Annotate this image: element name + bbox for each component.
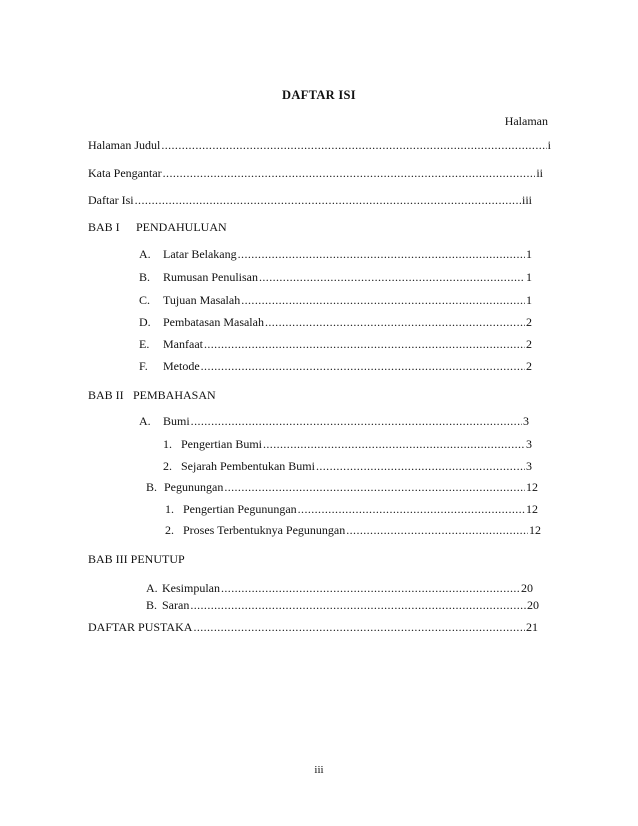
toc-entry-page: ii	[536, 166, 543, 180]
toc-entry-page: 20	[521, 581, 533, 595]
toc-entry-label: Halaman Judul	[88, 138, 161, 152]
leader-dots	[259, 269, 525, 285]
leader-dots	[204, 336, 525, 352]
leader-dots	[241, 292, 525, 308]
toc-entry-label: Tujuan Masalah	[163, 293, 241, 307]
footer-page-number: iii	[314, 764, 324, 776]
chapter-title: PENUTUP	[130, 552, 185, 566]
toc-entry-page: 12	[529, 523, 541, 537]
toc-entry-label: Kata Pengantar	[88, 166, 162, 180]
leader-dots	[135, 192, 521, 208]
toc-entry-label: Proses Terbentuknya Pegunungan	[183, 523, 346, 537]
toc-entry-page: 1	[526, 270, 532, 284]
toc-entry-page: 20	[527, 598, 539, 612]
toc-entry-label: Metode	[163, 359, 200, 373]
chapter-title: PEMBAHASAN	[133, 388, 216, 402]
toc-entry-label: Kesimpulan	[162, 581, 220, 595]
toc-entry-kesimpulan	[146, 580, 533, 596]
toc-entry-label: Rumusan Penulisan	[163, 270, 258, 284]
toc-entry-label: Latar Belakang	[163, 247, 237, 261]
toc-entry-number: 2.	[163, 459, 172, 473]
chapter-number: BAB II	[88, 388, 124, 402]
toc-entry-page: 2	[526, 359, 532, 373]
toc-entry-page: 12	[526, 480, 538, 494]
toc-entry-page: 3	[523, 414, 529, 428]
leader-dots	[163, 165, 536, 181]
toc-entry-halaman-judul	[88, 137, 551, 153]
leader-dots	[346, 522, 528, 538]
toc-entry-number: B.	[146, 598, 158, 612]
toc-subentry-proses-terbentuknya-pegunungan	[165, 522, 541, 538]
toc-entry-label: Saran	[162, 598, 190, 612]
toc-entry-label: Bumi	[163, 414, 190, 428]
toc-subentry-sejarah-pembentukan-bumi	[163, 458, 532, 474]
leader-dots	[191, 413, 522, 429]
leader-dots	[265, 314, 525, 330]
toc-entry-daftar-pustaka	[88, 619, 538, 635]
toc-entry-page: 2	[526, 337, 532, 351]
toc-entry-number: D.	[139, 315, 151, 329]
toc-entry-number: B.	[146, 480, 158, 494]
toc-entry-bumi	[139, 413, 529, 429]
toc-entry-label: DAFTAR PUSTAKA	[88, 620, 193, 634]
chapter-heading-bab-2	[88, 387, 216, 403]
toc-entry-page: 12	[526, 502, 538, 516]
toc-entry-number: A.	[146, 581, 158, 595]
toc-entry-page: i	[547, 138, 551, 152]
leader-dots	[263, 436, 525, 452]
toc-entry-number: 1.	[163, 437, 172, 451]
toc-entry-number: 2.	[165, 523, 174, 537]
toc-entry-metode	[139, 358, 532, 374]
toc-entry-number: A.	[139, 247, 151, 261]
toc-entry-kata-pengantar	[88, 165, 543, 181]
toc-entry-daftar-isi	[88, 192, 532, 208]
toc-entry-number: F.	[139, 359, 148, 373]
toc-entry-tujuan-masalah	[139, 292, 532, 308]
toc-entry-label: Sejarah Pembentukan Bumi	[181, 459, 315, 473]
toc-entry-latar-belakang	[139, 246, 532, 262]
chapter-number: BAB I	[88, 220, 120, 234]
leader-dots	[193, 619, 525, 635]
toc-entry-number: B.	[139, 270, 151, 284]
toc-entry-pembatasan-masalah	[139, 314, 532, 330]
page-title: DAFTAR ISI	[282, 88, 356, 102]
leader-dots	[221, 580, 520, 596]
chapter-number: BAB III	[88, 552, 128, 566]
leader-dots	[238, 246, 525, 262]
toc-entry-page: 1	[526, 293, 532, 307]
chapter-heading-bab-1	[88, 219, 227, 235]
toc-entry-label: Pegunungan	[164, 480, 224, 494]
toc-entry-pegunungan	[146, 479, 538, 495]
chapter-title: PENDAHULUAN	[136, 220, 227, 234]
toc-entry-label: Pengertian Pegunungan	[183, 502, 297, 516]
toc-entry-number: C.	[139, 293, 151, 307]
toc-entry-label: Pembatasan Masalah	[163, 315, 264, 329]
leader-dots	[298, 501, 525, 517]
toc-subentry-pengertian-bumi	[163, 436, 532, 452]
leader-dots	[316, 458, 525, 474]
toc-entry-page: 2	[526, 315, 532, 329]
toc-subentry-pengertian-pegunungan	[165, 501, 538, 517]
leader-dots	[161, 137, 546, 153]
toc-entry-number: 1.	[165, 502, 174, 516]
toc-entry-page: 1	[526, 247, 532, 261]
toc-entry-manfaat	[139, 336, 532, 352]
toc-entry-saran	[146, 597, 539, 613]
chapter-heading-bab-3	[88, 551, 185, 567]
toc-entry-number: A.	[139, 414, 151, 428]
toc-entry-label: Pengertian Bumi	[181, 437, 262, 451]
toc-entry-page: 21	[526, 620, 538, 634]
toc-entry-number: E.	[139, 337, 150, 351]
toc-entry-label: Daftar Isi	[88, 193, 134, 207]
toc-entry-rumusan-penulisan	[139, 269, 532, 285]
toc-entry-page: iii	[521, 193, 532, 207]
leader-dots	[224, 479, 525, 495]
toc-entry-label: Manfaat	[163, 337, 203, 351]
toc-entry-page: 3	[526, 459, 532, 473]
page-column-label: Halaman	[504, 114, 548, 128]
leader-dots	[201, 358, 525, 374]
toc-entry-page: 3	[526, 437, 532, 451]
leader-dots	[190, 597, 526, 613]
